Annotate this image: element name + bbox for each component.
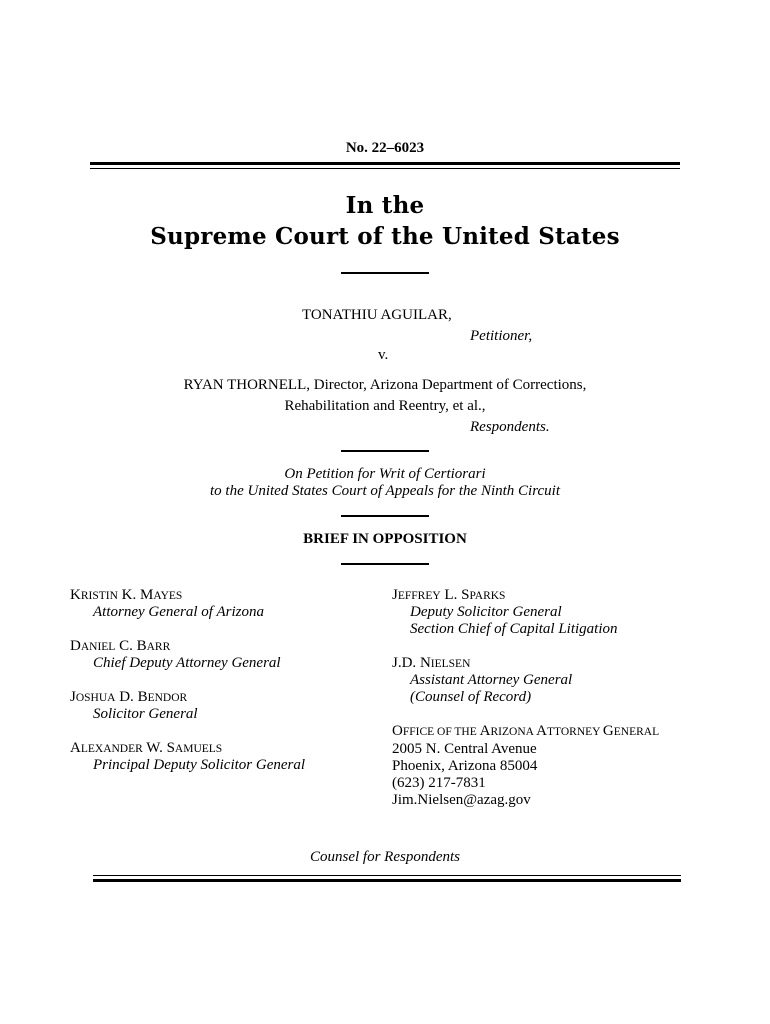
counsel-entry bbox=[392, 587, 722, 655]
docket-number: No. 22–6023 bbox=[345, 140, 425, 156]
left-counsel-column bbox=[70, 587, 370, 791]
attorney-role: Assistant Attorney General bbox=[410, 672, 573, 688]
court-heading-line1: In the bbox=[345, 192, 425, 219]
counsel-entry bbox=[70, 587, 370, 638]
attorney-name: DANIEL C. BARR bbox=[70, 638, 171, 654]
respondent-line1: RYAN THORNELL, Director, Arizona Department of Corrections, bbox=[183, 377, 587, 393]
attorney-role: Deputy Solicitor General bbox=[410, 604, 562, 620]
office-phone: (623) 217-7831 bbox=[392, 775, 486, 791]
counsel-entry bbox=[70, 740, 370, 791]
top-rule-thick bbox=[90, 162, 680, 165]
attorney-role: Section Chief of Capital Litigation bbox=[410, 621, 618, 637]
office-block bbox=[392, 723, 722, 809]
petitioner-role: Petitioner, bbox=[470, 328, 533, 344]
counsel-entry bbox=[70, 689, 370, 740]
counsel-for: Counsel for Respondents bbox=[310, 849, 460, 865]
respondent-role: Respondents. bbox=[470, 419, 550, 435]
right-counsel-column bbox=[392, 587, 722, 809]
divider-3 bbox=[341, 515, 429, 517]
attorney-name: JOSHUA D. BENDOR bbox=[70, 689, 188, 705]
bottom-rule-thick bbox=[93, 879, 681, 882]
attorney-name: KRISTIN K. MAYES bbox=[70, 587, 183, 603]
versus: v. bbox=[378, 347, 389, 363]
office-address-line1: 2005 N. Central Avenue bbox=[392, 741, 537, 757]
petitioner-name: TONATHIU AGUILAR, bbox=[302, 307, 452, 323]
office-email[interactable]: Jim.Nielsen@azag.gov bbox=[392, 792, 531, 808]
counsel-entry bbox=[70, 638, 370, 689]
petition-line1: On Petition for Writ of Certiorari bbox=[284, 466, 486, 482]
office-address-line2: Phoenix, Arizona 85004 bbox=[392, 758, 538, 774]
office-name: OFFICE OF THE ARIZONA ATTORNEY GENERAL bbox=[392, 723, 660, 739]
attorney-name: ALEXANDER W. SAMUELS bbox=[70, 740, 223, 756]
divider-4 bbox=[341, 563, 429, 565]
bottom-rule-thin bbox=[93, 875, 681, 876]
attorney-role: (Counsel of Record) bbox=[410, 689, 532, 705]
brief-title: BRIEF IN OPPOSITION bbox=[303, 531, 467, 547]
divider-2 bbox=[341, 450, 429, 452]
petition-line2: to the United States Court of Appeals for the Ninth Circuit bbox=[210, 483, 560, 499]
attorney-role: Attorney General of Arizona bbox=[93, 604, 264, 620]
attorney-name: JEFFREY L. SPARKS bbox=[392, 587, 506, 603]
attorney-role: Principal Deputy Solicitor General bbox=[93, 757, 306, 773]
attorney-name: J.D. NIELSEN bbox=[392, 655, 471, 671]
divider-1 bbox=[341, 272, 429, 274]
attorney-role: Chief Deputy Attorney General bbox=[93, 655, 281, 671]
top-rule-thin bbox=[90, 168, 680, 169]
counsel-entry bbox=[392, 655, 722, 723]
court-heading-line2: Supreme Court of the United States bbox=[150, 223, 620, 250]
respondent-line2: Rehabilitation and Reentry, et al., bbox=[284, 398, 486, 414]
attorney-role: Solicitor General bbox=[93, 706, 198, 722]
